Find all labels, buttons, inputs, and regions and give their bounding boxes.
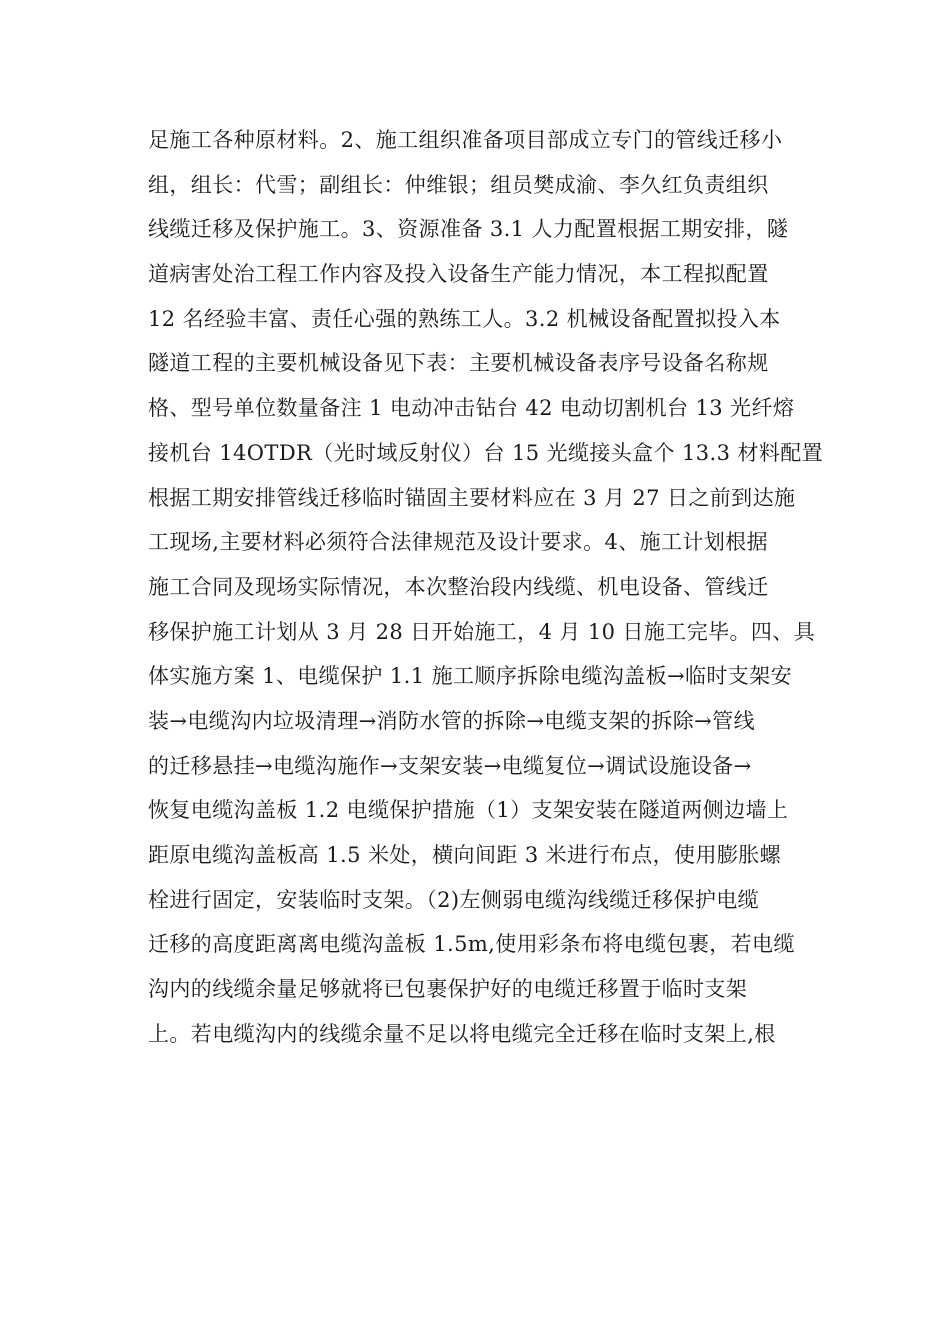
text-line: 隧道工程的主要机械设备见下表：主要机械设备表序号设备名称规 xyxy=(148,351,769,376)
text-line: 线缆迁移及保护施工。3、资源准备 3.1 人力配置根据工期安排，隧 xyxy=(148,217,789,242)
text-line: 栓进行固定，安装临时支架。（2)左侧弱电缆沟线缆迁移保护电缆 xyxy=(148,887,760,912)
text-line: 体实施方案 1、电缆保护 1.1 施工顺序拆除电缆沟盖板→临时支架安 xyxy=(148,664,792,689)
text-line: 格、型号单位数量备注 1 电动冲击钻台 42 电动切割机台 13 光纤熔 xyxy=(148,396,795,421)
text-line: 道病害处治工程工作内容及投入设备生产能力情况，本工程拟配置 xyxy=(148,262,769,287)
text-line: 施工合同及现场实际情况，本次整治段内线缆、机电设备、管线迁 xyxy=(148,574,769,599)
text-line: 沟内的线缆余量足够就将已包裹保护好的电缆迁移置于临时支架 xyxy=(148,977,748,1002)
text-line: 接机台 14OTDR（光时域反射仪）台 15 光缆接头盒个 13.3 材料配置 xyxy=(148,440,824,465)
text-line: 工现场,主要材料必须符合法律规范及设计要求。4、施工计划根据 xyxy=(148,530,769,555)
body-text xyxy=(148,118,828,1056)
text-line: 根据工期安排管线迁移临时锚固主要材料应在 3 月 27 日之前到达施 xyxy=(148,485,796,510)
text-line: 足施工各种原材料。2、施工组织准备项目部成立专门的管线迁移小 xyxy=(148,128,783,152)
text-line: 恢复电缆沟盖板 1.2 电缆保护措施（1）支架安装在隧道两侧边墙上 xyxy=(148,798,789,823)
text-line: 12 名经验丰富、责任心强的熟练工人。3.2 机械设备配置拟投入本 xyxy=(148,306,781,331)
text-line: 的迁移悬挂→电缆沟施作→支架安装→电缆复位→调试设施设备→ xyxy=(148,753,752,778)
text-line: 距原电缆沟盖板高 1.5 米处，横向间距 3 米进行布点，使用膨胀螺 xyxy=(148,843,782,867)
text-line: 上。若电缆沟内的线缆余量不足以将电缆完全迁移在临时支架上,根 xyxy=(148,1021,776,1046)
text-line: 组，组长：代雪；副组长：仲维银；组员樊成渝、李久红负责组织 xyxy=(148,172,769,197)
text-line: 移保护施工计划从 3 月 28 日开始施工，4 月 10 日施工完毕。四、具 xyxy=(148,619,816,644)
text-line: 迁移的高度距离离电缆沟盖板 1.5m,使用彩条布将电缆包裹，若电缆 xyxy=(148,932,795,957)
text-line: 装→电缆沟内垃圾清理→消防水管的拆除→电缆支架的拆除→管线 xyxy=(148,708,755,733)
